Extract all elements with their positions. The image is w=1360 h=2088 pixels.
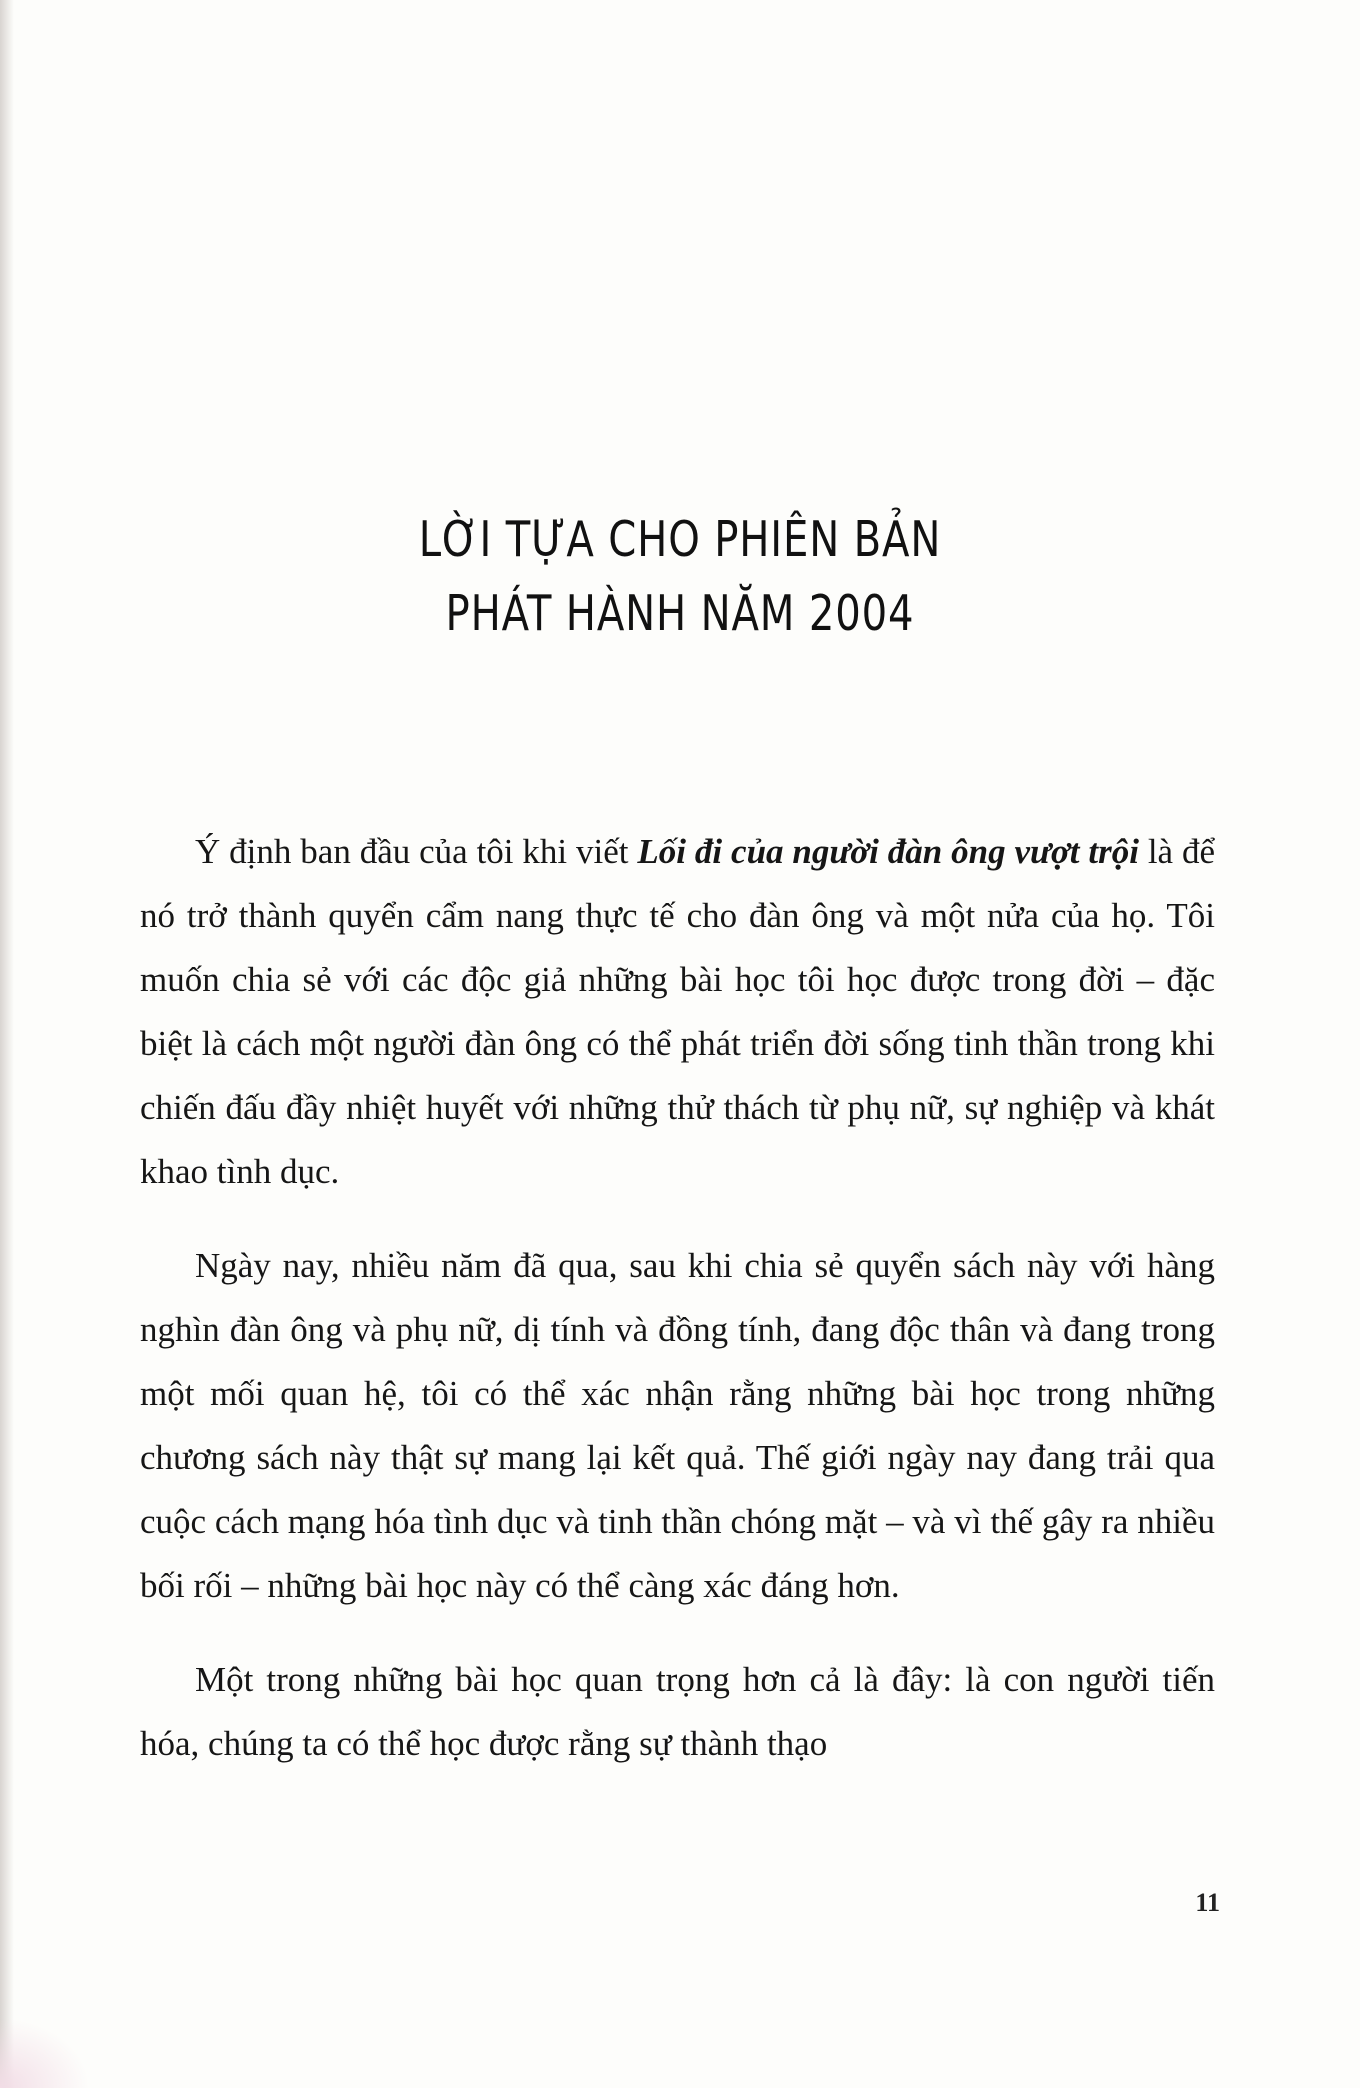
chapter-title-line-1: LỜI TỰA CHO PHIÊN BẢN — [418, 510, 942, 568]
book-title-italic: Lối đi của người đàn ông vượt trội — [637, 832, 1139, 871]
page-corner-tint — [0, 2018, 90, 2088]
page-edge-shadow — [0, 0, 14, 2088]
chapter-title-line-2: PHÁT HÀNH NĂM 2004 — [445, 584, 915, 642]
chapter-title — [122, 503, 1237, 651]
paragraph-1-rest: là để nó trở thành quyển cẩm nang thực tế cho đàn ông và một nửa của họ. Tôi muốn chia sẻ với các độc giả những bài học tôi học được trong đời – đặc biệt là cách một người đàn ông có thể phát triển đời sống tinh thần trong khi chiến đấu đầy nhiệt huyết với những thử thách từ phụ nữ, sự nghiệp và khát khao tình dục. — [140, 832, 1216, 1191]
paragraph-3: Một trong những bài học quan trọng hơn cả là đây: là con người tiến hóa, chúng ta có thể học được rằng sự thành thạo — [140, 1660, 1215, 1763]
paragraph-1 — [140, 820, 1215, 1204]
paragraph-2: Ngày nay, nhiều năm đã qua, sau khi chia sẻ quyển sách này với hàng nghìn đàn ông và phụ nữ, dị tính và đồng tính, đang độc thân và đang trong một mối quan hệ, tôi có thể xác nhận rằng những bài học trong những chương sách này thật sự mang lại kết quả. Thế giới ngày nay đang trải qua cuộc cách mạng hóa tình dục và tinh thần chóng mặt – và vì thế gây ra nhiều bối rối – những bài học này có thể càng xác đáng hơn. — [140, 1246, 1215, 1605]
paragraph-1-start: Ý định ban đầu của tôi khi viết — [195, 832, 638, 871]
body-text — [140, 820, 1215, 1806]
page-number: 11 — [1195, 1888, 1220, 1917]
